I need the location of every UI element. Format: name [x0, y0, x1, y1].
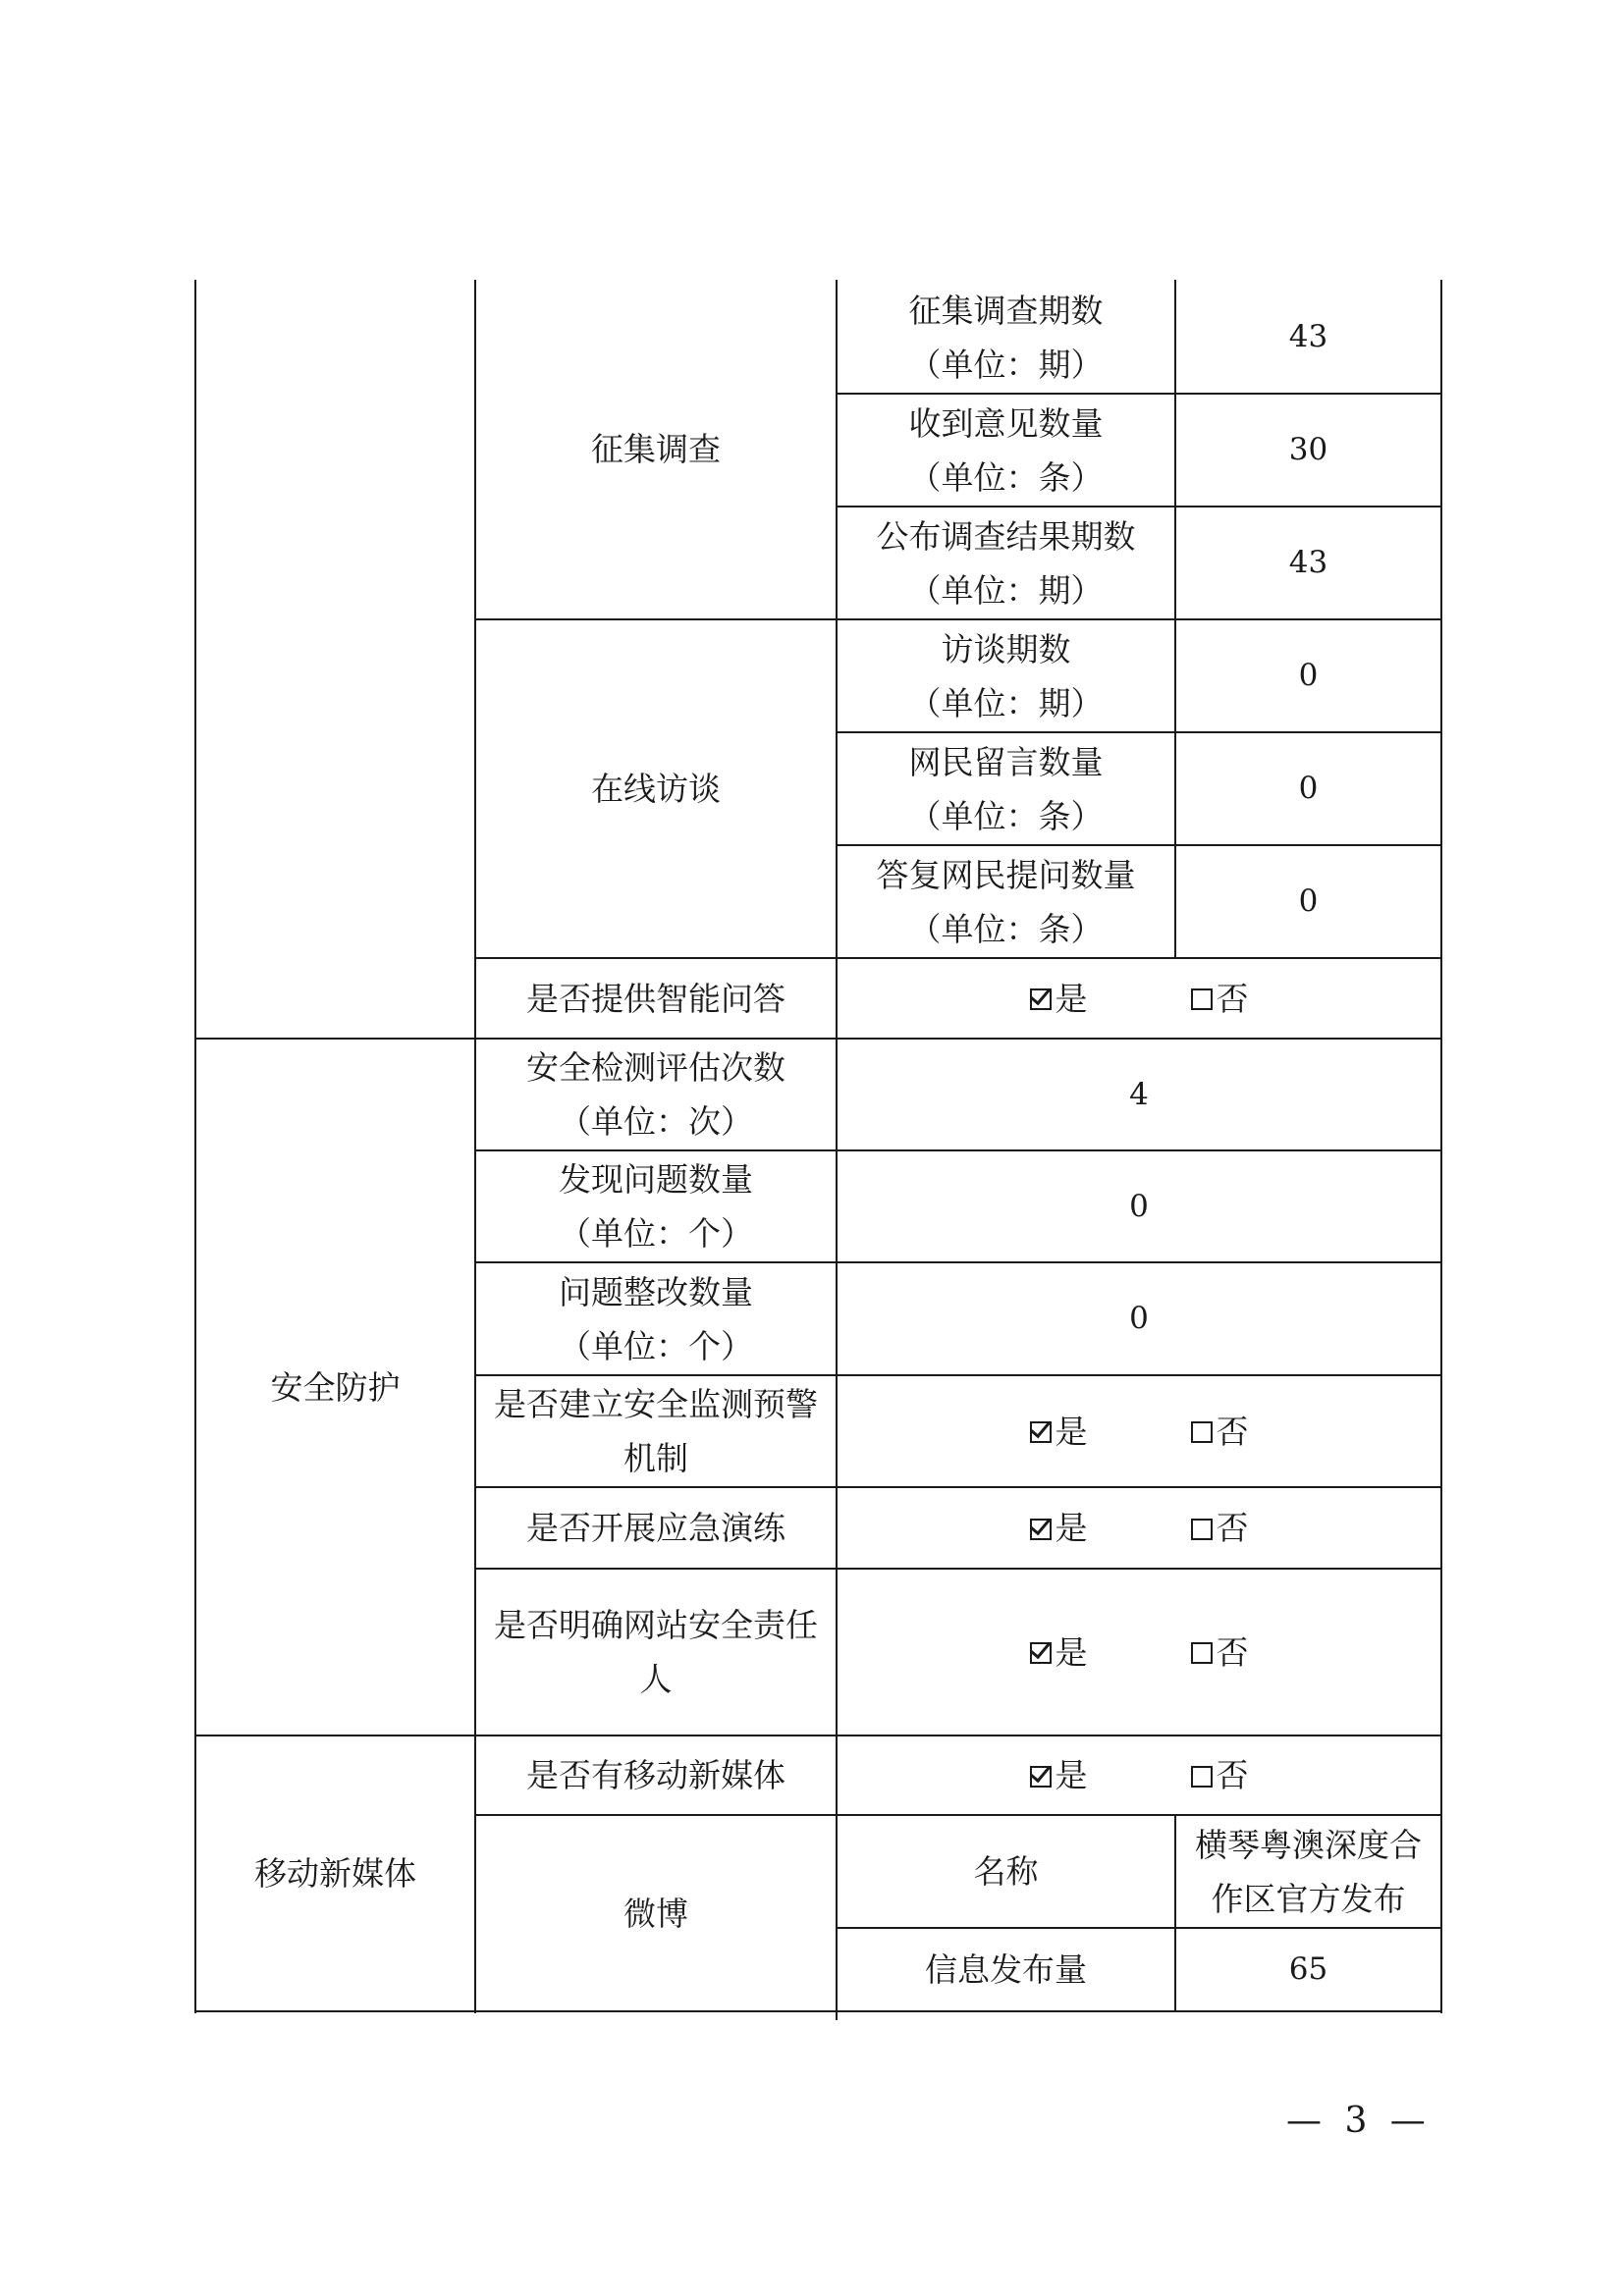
media-label: 移动新媒体 — [254, 1854, 416, 1893]
emergency-drill-label: 是否开展应急演练 — [526, 1509, 785, 1547]
interview-value-3: 0 — [1298, 883, 1319, 919]
solicitation-value-1: 43 — [1288, 319, 1328, 354]
yes-option[interactable]: 是 — [1030, 1626, 1088, 1680]
empty-box-icon[interactable] — [1191, 1642, 1213, 1664]
yes-option[interactable]: 是 — [1030, 972, 1088, 1026]
item-unit: （单位：条） — [908, 457, 1104, 497]
interview-value-2: 0 — [1298, 771, 1319, 806]
security-value-1: 4 — [1129, 1076, 1149, 1112]
item-name: 发现问题数量 — [559, 1160, 753, 1199]
weibo-posts-value: 65 — [1288, 1951, 1328, 1987]
no-option[interactable]: 否 — [1191, 1501, 1249, 1555]
has-media-options — [838, 1736, 1440, 1814]
interview-item-3 — [838, 846, 1174, 957]
item-name: 访谈期数 — [941, 629, 1071, 668]
table-border-bottom — [194, 2010, 1442, 2012]
security-value-2: 0 — [1129, 1188, 1149, 1224]
item-name: 问题整改数量 — [559, 1272, 753, 1311]
item-name: 收到意见数量 — [908, 403, 1104, 443]
monitoring-mechanism-options — [838, 1376, 1440, 1486]
empty-box-icon[interactable] — [1191, 1766, 1213, 1788]
security-officer-label: 是否明确网站安全责任 人 — [494, 1606, 818, 1698]
item-name: 答复网民提问数量 — [876, 855, 1136, 894]
yes-option[interactable]: 是 — [1030, 1501, 1088, 1555]
smart-qa-label: 是否提供智能问答 — [526, 979, 785, 1018]
solicitation-item-3 — [838, 507, 1174, 618]
security-officer-options — [838, 1570, 1440, 1735]
empty-box-icon[interactable] — [1191, 1519, 1213, 1540]
checked-box-icon[interactable] — [1030, 1421, 1052, 1443]
checked-box-icon[interactable] — [1030, 1642, 1052, 1664]
checked-box-icon[interactable] — [1030, 1519, 1052, 1540]
no-option[interactable]: 否 — [1191, 1626, 1249, 1680]
solicitation-value-2: 30 — [1288, 432, 1328, 467]
weibo-label: 微博 — [623, 1894, 688, 1933]
item-unit: （单位：次） — [559, 1102, 753, 1141]
checked-box-icon[interactable] — [1030, 988, 1052, 1010]
no-option[interactable]: 否 — [1191, 1748, 1249, 1802]
weibo-name-label: 名称 — [973, 1852, 1039, 1891]
emergency-drill-options — [838, 1488, 1440, 1568]
interview-item-1 — [838, 620, 1174, 731]
security-item-1 — [476, 1040, 836, 1149]
item-unit: （单位：个） — [559, 1214, 753, 1253]
item-name: 网民留言数量 — [908, 742, 1104, 781]
item-name: 征集调查期数 — [908, 291, 1104, 330]
weibo-name-value: 横琴粤澳深度合 作区官方发布 — [1195, 1825, 1422, 1918]
item-unit: （单位：条） — [908, 796, 1104, 835]
security-item-2 — [476, 1151, 836, 1261]
item-name: 公布调查结果期数 — [876, 516, 1136, 556]
item-name: 安全检测评估次数 — [526, 1048, 785, 1087]
interview-value-1: 0 — [1298, 658, 1319, 693]
solicitation-item-2 — [838, 395, 1174, 506]
smart-qa-options — [838, 959, 1440, 1038]
solicitation-value-3: 43 — [1288, 545, 1328, 580]
item-unit: （单位：条） — [908, 909, 1104, 948]
security-item-3 — [476, 1263, 836, 1374]
solicitation-item-1 — [838, 282, 1174, 393]
empty-box-icon[interactable] — [1191, 1421, 1213, 1443]
solicitation-label: 征集调查 — [591, 430, 721, 468]
item-unit: （单位：期） — [908, 683, 1104, 722]
no-option[interactable]: 否 — [1191, 972, 1249, 1026]
security-value-3: 0 — [1129, 1301, 1149, 1336]
security-label: 安全防护 — [270, 1367, 401, 1407]
yes-option[interactable]: 是 — [1030, 1405, 1088, 1459]
interview-label: 在线访谈 — [591, 770, 721, 808]
item-unit: （单位：期） — [908, 570, 1104, 610]
page-number: — 3 — — [1286, 2101, 1432, 2141]
has-media-label: 是否有移动新媒体 — [526, 1756, 785, 1794]
interview-item-2 — [838, 733, 1174, 844]
monitoring-mechanism-label: 是否建立安全监测预警 机制 — [494, 1385, 818, 1477]
no-option[interactable]: 否 — [1191, 1405, 1249, 1459]
table-border-right — [1440, 280, 1442, 2013]
weibo-posts-label: 信息发布量 — [925, 1950, 1087, 1989]
item-unit: （单位：个） — [559, 1326, 753, 1365]
item-unit: （单位：期） — [908, 345, 1104, 384]
checked-box-icon[interactable] — [1030, 1766, 1052, 1788]
empty-box-icon[interactable] — [1191, 988, 1213, 1010]
yes-option[interactable]: 是 — [1030, 1748, 1088, 1802]
